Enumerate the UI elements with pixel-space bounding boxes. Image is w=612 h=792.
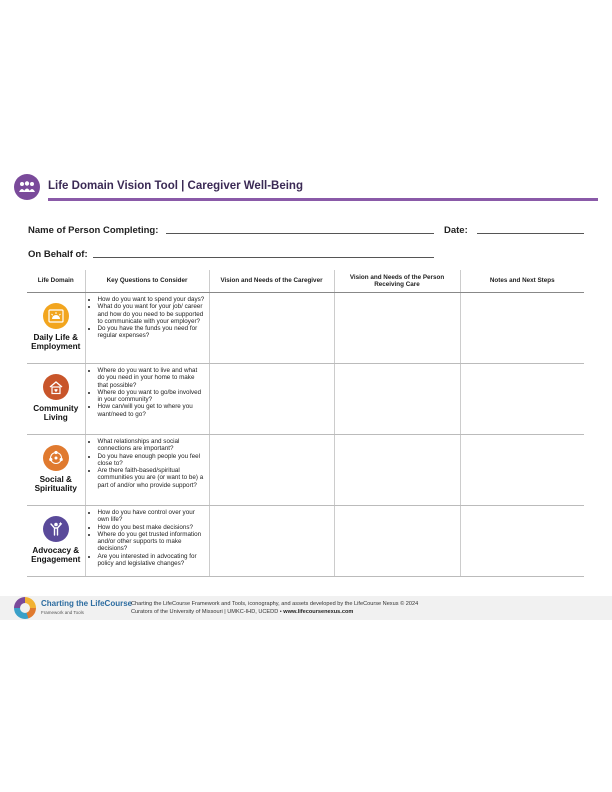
lifecourse-logo-icon (14, 597, 36, 619)
questions-cell (85, 506, 209, 577)
question-item: • What do you want for your job/ career and how do you need to be supported to communicate with your employer? (98, 303, 205, 325)
footer-brand-sub: Framework and Tools (41, 610, 84, 615)
table-row (27, 364, 584, 435)
care-recipient-vision-cell[interactable] (334, 364, 460, 435)
header-divider (48, 198, 598, 201)
table-row (27, 435, 584, 506)
care-recipient-vision-cell[interactable] (334, 506, 460, 577)
domain-cell (27, 435, 85, 506)
domain-cell (27, 506, 85, 577)
question-item: • Where do you want to go/be involved in your community? (98, 389, 205, 404)
credit-line-prefix: Curators of the University of Missouri | UMKC-IHD, UCEDD • (131, 609, 284, 616)
notes-cell[interactable] (460, 364, 584, 435)
question-item: • Where do you get trusted information and/or other supports to make decisions? (98, 531, 205, 553)
sunrise-icon (43, 303, 69, 329)
credit-line: Charting the LifeCourse Framework and Tools, iconography, and assets developed by the LifeCourse Nexus © 2024 (131, 601, 419, 607)
behalf-label: On Behalf of: (28, 249, 88, 260)
people-group-icon (14, 174, 40, 200)
credit-url-link[interactable]: www.lifecoursenexus.com (283, 609, 354, 616)
name-field[interactable] (166, 233, 434, 234)
question-item: • How do you have control over your own life? (98, 509, 205, 524)
question-item: • Do you have the funds you need for regular expenses? (98, 325, 205, 340)
question-item: • Are there faith-based/spiritual communities you are (or want to be) a part of and/or who provide support? (98, 467, 205, 489)
caregiver-vision-cell[interactable] (209, 364, 334, 435)
care-recipient-vision-cell[interactable] (334, 293, 460, 364)
domain-cell (27, 293, 85, 364)
question-item: • Do you have enough people you feel close to? (98, 453, 205, 468)
domain-label: Community Living (33, 404, 79, 423)
question-item: • What relationships and social connections are important? (98, 438, 205, 453)
caregiver-vision-cell[interactable] (209, 435, 334, 506)
questions-cell (85, 364, 209, 435)
caregiver-vision-cell[interactable] (209, 293, 334, 364)
question-item: • How can/will you get to where you want/need to go? (98, 403, 205, 418)
domain-label: Advocacy & Engagement (31, 546, 81, 565)
date-label: Date: (444, 225, 468, 236)
page-title: Life Domain Vision Tool | Caregiver Well-Being (48, 180, 303, 192)
page-footer (0, 596, 612, 620)
name-label: Name of Person Completing: (28, 225, 159, 236)
table-header-row (27, 270, 584, 293)
column-header: Key Questions to Consider (85, 270, 209, 293)
question-item: • Are you interested in advocating for policy and legislative changes? (98, 553, 205, 568)
life-domain-table (27, 270, 584, 577)
care-recipient-vision-cell[interactable] (334, 435, 460, 506)
column-header: Life Domain (27, 270, 85, 293)
column-header: Notes and Next Steps (460, 270, 584, 293)
domain-cell (27, 364, 85, 435)
table-row (27, 293, 584, 364)
caregiver-vision-cell[interactable] (209, 506, 334, 577)
domain-label: Daily Life & Employment (31, 333, 81, 352)
notes-cell[interactable] (460, 435, 584, 506)
question-item: • Where do you want to live and what do you need in your home to make that possible? (98, 367, 205, 389)
house-icon (43, 374, 69, 400)
page-header (14, 174, 598, 202)
footer-credit (131, 600, 418, 616)
footer-brand: Charting the LifeCourse (41, 599, 133, 608)
behalf-field[interactable] (93, 257, 434, 258)
questions-cell (85, 435, 209, 506)
column-header: Vision and Needs of the Caregiver (209, 270, 334, 293)
date-field[interactable] (477, 233, 584, 234)
notes-cell[interactable] (460, 506, 584, 577)
domain-label: Social & Spirituality (34, 475, 77, 494)
questions-cell (85, 293, 209, 364)
question-item: • How do you best make decisions? (98, 524, 205, 531)
person-raised-arms-icon (43, 516, 69, 542)
question-item: • How do you want to spend your days? (98, 296, 205, 303)
notes-cell[interactable] (460, 293, 584, 364)
column-header: Vision and Needs of the Person Receiving Care (334, 270, 460, 293)
people-circle-icon (43, 445, 69, 471)
table-row (27, 506, 584, 577)
